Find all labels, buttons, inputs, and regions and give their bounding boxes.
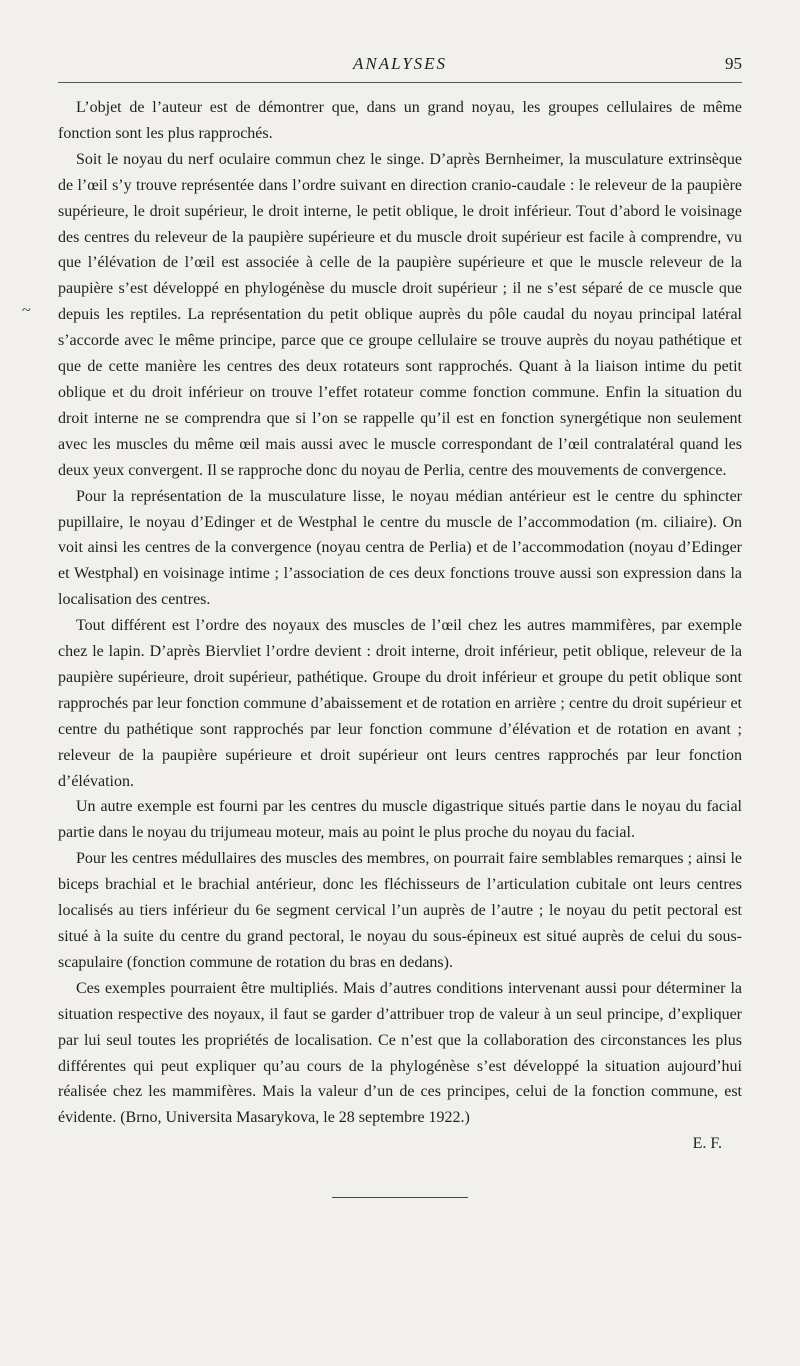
paragraph: Un autre exemple est fourni par les centres du muscle digastrique situés partie dans le noyau du facial partie dans le noyau du trijumeau moteur, mais au point le plus proche du noyau du facial. bbox=[58, 798, 742, 842]
paragraph: Tout différent est l’ordre des noyaux des muscles de l’œil chez les autres mammifères, par exemple chez le lapin. D’après Biervliet l’ordre devient : droit interne, droit inférieur, petit oblique, releveur de la paupière supérieure, droit supérieur, pathétique. Groupe du droit inférieur et groupe du petit oblique sont rapprochés par leur fonction commune d’abaissement et de rotation en arrière ; centre du droit supérieur et centre du pathétique sont rapprochés par leur fonction commune d’élévation et de rotation en avant ; releveur de la paupière supérieure et droit supérieur ont leurs centres rapprochés par leur fonction d’élévation. bbox=[58, 617, 742, 790]
running-header bbox=[58, 54, 742, 80]
paragraph: L’objet de l’auteur est de démontrer que, dans un grand noyau, les groupes cellulaires de même fonction sont les plus rapprochés. bbox=[58, 99, 742, 142]
article-body bbox=[58, 95, 742, 1131]
paragraph: Pour les centres médullaires des muscles des membres, on pourrait faire semblables remarques ; ainsi le biceps brachial et le brachial antérieur, donc les fléchisseurs de l’articulation cubitale ont leurs centres localisés au tiers inférieur du 6e segment cervical l’un auprès de l’autre ; le noyau du petit pectoral est situé à la suite du centre du grand pectoral, le noyau du sous-épineux est situé auprès de celui du sous-scapulaire (fonction commune de rotation du bras en dedans). bbox=[58, 850, 742, 971]
author-signature: E. F. bbox=[692, 1135, 722, 1153]
header-rule bbox=[58, 82, 742, 83]
end-rule bbox=[332, 1197, 468, 1198]
running-title: ANALYSES bbox=[352, 54, 448, 73]
page-number: 95 bbox=[725, 54, 742, 73]
margin-mark: ~ bbox=[22, 302, 31, 319]
paragraph: Ces exemples pourraient être multipliés. Mais d’autres conditions intervenant aussi pour déterminer la situation respective des noyaux, il faut se garder d’attribuer trop de valeur à un seul principe, d’expliquer par lui seul toutes les propriétés de localisation. Ce n’est que la collaboration des circonstances les plus différentes qui peut expliquer qu’au cours de la phylogénèse s’est développé la situation aujourd’hui réalisée chez les mammifères. Mais la valeur d’un de ces principes, celui de la fonction commune, est évidente. (Brno, Universita Masarykova, le 28 septembre 1922.) bbox=[58, 979, 742, 1127]
page bbox=[58, 54, 742, 1198]
paragraph: Pour la représentation de la musculature lisse, le noyau médian antérieur est le centre du sphincter pupillaire, le noyau d’Edinger et de Westphal le centre du muscle de l’accommodation (m. ciliaire). On voit ainsi les centres de la convergence (noyau centra de Perlia) et de l’accommodation (noyau d’Edinger et Westphal) en voisinage intime ; l’association de ces deux fonctions trouve aussi son expression dans la localisation des centres. bbox=[58, 487, 742, 609]
paragraph: Soit le noyau du nerf oculaire commun chez le singe. D’après Bernheimer, la musculature extrinsèque de l’œil s’y trouve représentée dans l’ordre suivant en direction cranio-caudale : le releveur de la paupière supérieure, le droit supérieur, le droit interne, le petit oblique, le droit inférieur. Tout d’abord le voisinage des centres du releveur de la paupière supérieure et du muscle droit supérieur est facile à comprendre, vu que l’élévation de l’œil est associée à celle de la paupière supérieure et que le muscle releveur de la paupière s’est développé en phylogénèse du muscle droit supérieur ; il ne s’est séparé de ce muscle que depuis les reptiles. La représentation du petit oblique auprès du pôle caudal du noyau principal latéral s’accorde avec le même principe, parce que ce groupe cellulaire se trouve auprès du noyau pathétique et que de cette manière les centres des deux rotateurs sont rapprochés. Quant à la liaison intime du petit oblique et du droit inférieur on trouve l’effet rotateur comme fonction commune. Enfin la situation du droit interne ne se comprendra que si l’on se rappelle qu’il est en fonction synergétique non seulement avec les muscles du même œil mais aussi avec le muscle correspondant de l’œil contralatéral quand les deux yeux convergent. Il se rapproche donc du noyau de Perlia, centre des mouvements de convergence. bbox=[58, 150, 742, 479]
